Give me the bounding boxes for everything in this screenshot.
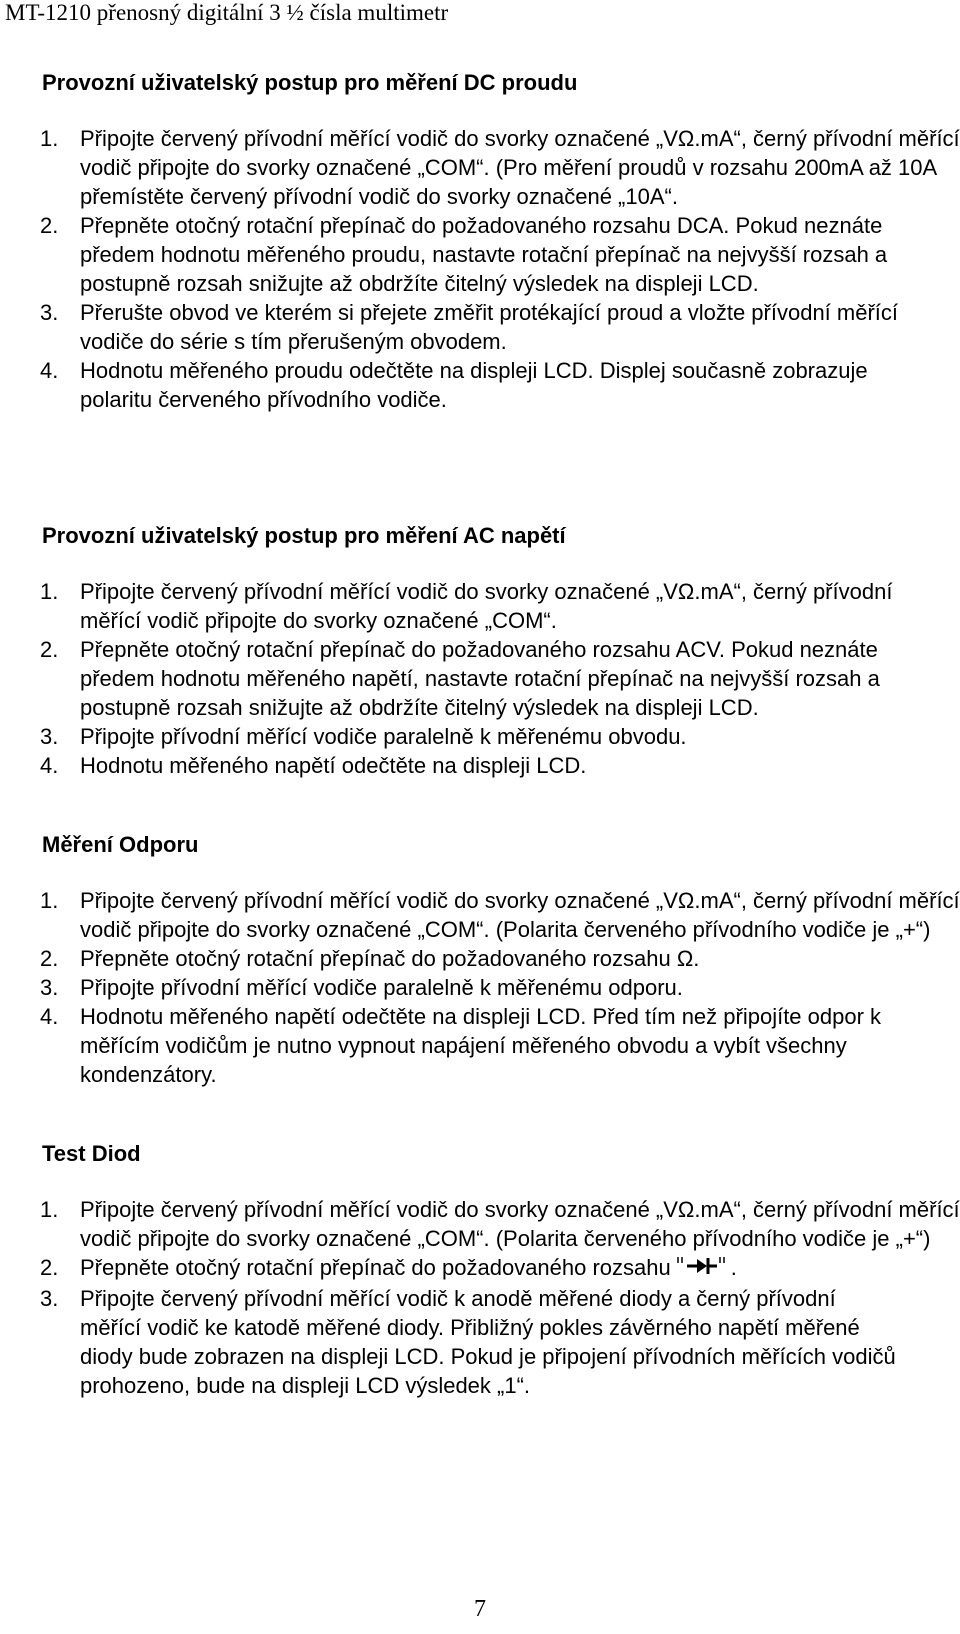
list-item-text: Přepněte otočný rotační přepínač do požadovaného rozsahu Ω. xyxy=(80,946,700,971)
dc-current-steps xyxy=(40,124,960,414)
list-item-text: Přepněte otočný rotační přepínač do požadovaného rozsahu ACV. Pokud neznáte předem hodnotu měřeného napětí, nastavte rotační přepínač na nejvyšší rozsah a postupně rozsah snižujte až obdržíte čitelný výsledek na displeji LCD. xyxy=(80,637,880,720)
list-item-suffix: . xyxy=(730,1255,737,1280)
list-item-number: 3. xyxy=(40,975,59,1000)
list-item-number: 2. xyxy=(40,1255,59,1280)
list-item xyxy=(40,973,960,1002)
list-item xyxy=(40,356,900,414)
list-item-number: 1. xyxy=(40,888,59,913)
list-item xyxy=(40,577,900,635)
section-title-diode-test: Test Diod xyxy=(42,1141,141,1166)
page-number: 7 xyxy=(474,1596,486,1622)
list-item-text: Hodnotu měřeného proudu odečtěte na displeji LCD. Displej současně zobrazuje polaritu červeného přívodního vodiče. xyxy=(80,358,868,412)
list-item-text: Připojte červený přívodní měřící vodič do svorky označené „VΩ.mA“, černý přívodní měřící vodič připojte do svorky označené „COM“. (Pro měření proudů v rozsahu 200mA až 10A přemístěte červený přívodní vodič do svorky označené „10A“. xyxy=(80,126,960,209)
resistance-steps xyxy=(40,886,960,1089)
list-item-number: 2. xyxy=(40,637,59,662)
list-item xyxy=(40,1284,900,1400)
list-item-number: 3. xyxy=(40,1285,59,1311)
list-item-text: Připojte červený přívodní měřící vodič k anodě měřené diody a černý přívodní měřící vodič ke katodě měřené diody. Přibližný pokles závěrného napětí měřené diody bude zobrazen na displeji LCD. Pokud je připojení přívodních měřících vodičů prohozeno, bude na displeji LCD výsledek „1“. xyxy=(80,1285,896,1398)
diode-symbol-icon xyxy=(675,1255,727,1284)
list-item-text xyxy=(80,1253,960,1284)
diode-test-steps xyxy=(40,1195,960,1400)
list-item xyxy=(40,635,900,722)
section-title-ac-voltage: Provozní uživatelský postup pro měření AC napětí xyxy=(42,523,566,548)
ac-voltage-steps xyxy=(40,577,900,780)
list-item xyxy=(40,722,900,751)
list-item-number: 2. xyxy=(40,213,59,238)
list-item-text: Připojte červený přívodní měřící vodič do svorky označené „VΩ.mA“, černý přívodní měřící vodič připojte do svorky označené „COM“. (Polarita červeného přívodního vodiče je „+“) xyxy=(80,1197,960,1251)
list-item xyxy=(40,1195,960,1253)
list-item xyxy=(40,886,960,944)
page-header: MT-1210 přenosný digitální 3 ½ čísla multimetr xyxy=(5,0,449,25)
list-item xyxy=(40,1253,960,1284)
list-item-number: 4. xyxy=(40,1004,59,1029)
list-item-number: 3. xyxy=(40,300,59,325)
list-item-text-main: Přepněte otočný rotační přepínač do požadovaného rozsahu xyxy=(80,1255,671,1280)
list-item-number: 1. xyxy=(40,126,59,151)
list-item xyxy=(40,211,900,298)
list-item xyxy=(40,1002,960,1089)
list-item-text: Hodnotu měřeného napětí odečtěte na displeji LCD. Před tím než připojíte odpor k měřícím vodičům je nutno vypnout napájení měřeného obvodu a vybít všechny kondenzátory. xyxy=(80,1004,882,1087)
list-item-text: Přerušte obvod ve kterém si přejete změřit protékající proud a vložte přívodní měřící vodiče do série s tím přerušeným obvodem. xyxy=(80,300,899,354)
section-title-resistance: Měření Odporu xyxy=(42,832,199,857)
list-item-text: Hodnotu měřeného napětí odečtěte na displeji LCD. xyxy=(80,753,587,778)
list-item-number: 4. xyxy=(40,358,59,383)
list-item-number: 2. xyxy=(40,946,59,971)
list-item-number: 3. xyxy=(40,724,59,749)
list-item xyxy=(40,944,960,973)
list-item-number: 1. xyxy=(40,579,59,604)
list-item-text: Přepněte otočný rotační přepínač do požadovaného rozsahu DCA. Pokud neznáte předem hodnotu měřeného proudu, nastavte rotační přepínač na nejvyšší rozsah a postupně rozsah snižujte až obdržíte čitelný výsledek na displeji LCD. xyxy=(80,213,888,296)
list-item-text: Připojte přívodní měřící vodiče paralelně k měřenému odporu. xyxy=(80,975,683,1000)
list-item-number: 1. xyxy=(40,1197,59,1222)
list-item-text: Připojte červený přívodní měřící vodič do svorky označené „VΩ.mA“, černý přívodní měřící vodič připojte do svorky označené „COM“. xyxy=(80,579,893,633)
section-title-dc-current: Provozní uživatelský postup pro měření DC proudu xyxy=(42,70,578,95)
list-item-number: 4. xyxy=(40,753,59,778)
list-item-text: Připojte přívodní měřící vodiče paralelně k měřenému obvodu. xyxy=(80,724,687,749)
list-item xyxy=(40,298,960,356)
list-item xyxy=(40,751,900,780)
list-item xyxy=(40,124,960,211)
list-item-text: Připojte červený přívodní měřící vodič do svorky označené „VΩ.mA“, černý přívodní měřící vodič připojte do svorky označené „COM“. (Polarita červeného přívodního vodiče je „+“) xyxy=(80,888,960,942)
